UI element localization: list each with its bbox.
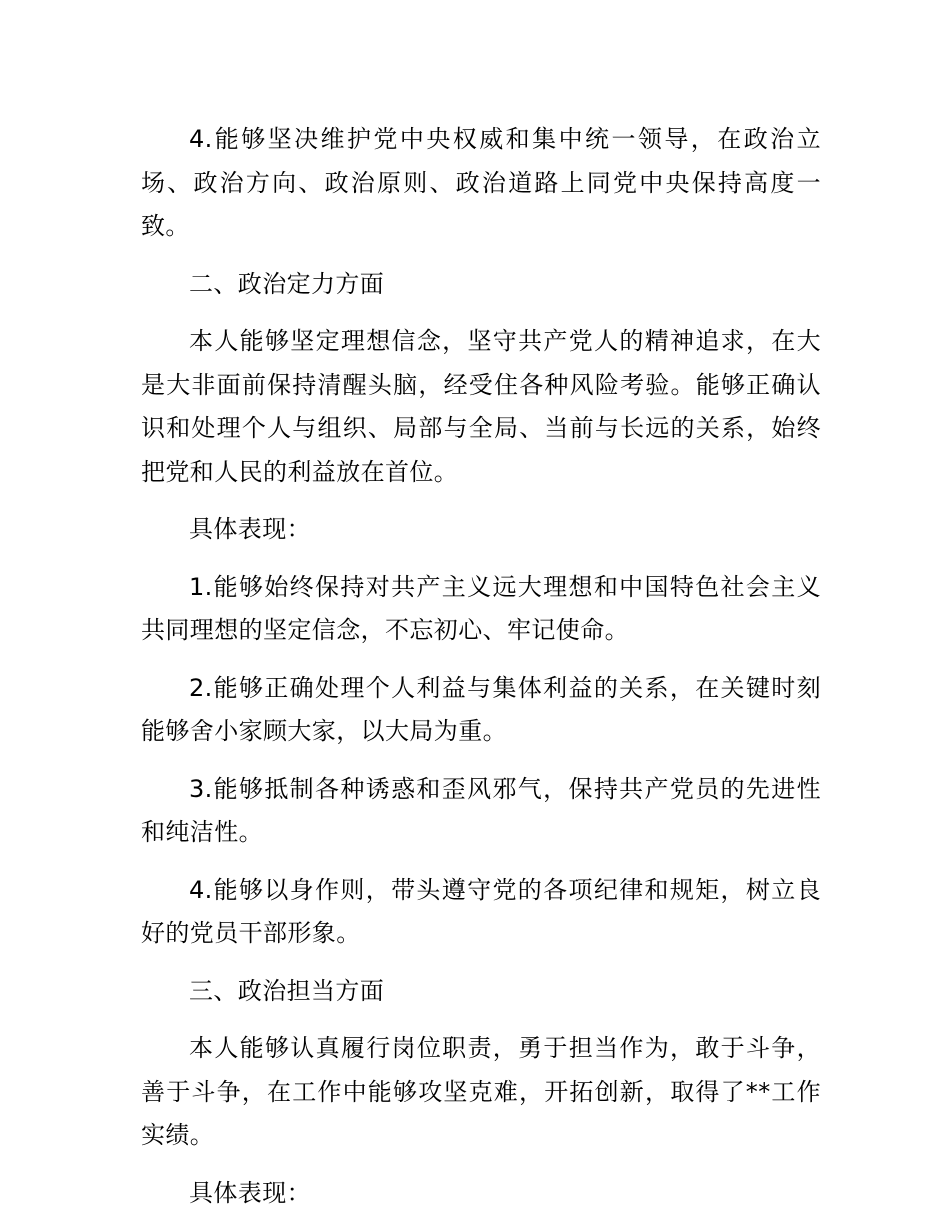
paragraph-determination-summary: 本人能够坚定理想信念，坚守共产党人的精神追求，在大是大非面前保持清醒头脑，经受住各种风险考验。能够正确认识和处理个人与组织、局部与全局、当前与长远的关系，始终把党和人民的利益放在首位。 [141,327,821,486]
section-heading-political-responsibility: 三、政治担当方面 [189,976,385,1005]
paragraph-responsibility-summary: 本人能够认真履行岗位职责，勇于担当作为，敢于斗争，善于斗争，在工作中能够攻坚克难，开拓创新，取得了**工作实绩。 [141,1034,821,1149]
subheading-specific-performance-2: 具体表现： [189,1178,311,1207]
subheading-specific-performance: 具体表现： [189,515,311,543]
paragraph-point-1-ideals: 1.能够始终保持对共产主义远大理想和中国特色社会主义共同理想的坚定信念，不忘初心、牢记使命。 [141,572,821,644]
paragraph-point-3-resist-temptation: 3.能够抵制各种诱惑和歪风邪气，保持共产党员的先进性和纯洁性。 [141,774,821,846]
paragraph-point-4-authority: 4.能够坚决维护党中央权威和集中统一领导，在政治立场、政治方向、政治原则、政治道路上同党中央保持高度一致。 [141,125,821,240]
document-body [141,118,821,1229]
paragraph-point-2-interests: 2.能够正确处理个人利益与集体利益的关系，在关键时刻能够舍小家顾大家，以大局为重。 [141,673,821,745]
paragraph-point-4-lead-by-example: 4.能够以身作则，带头遵守党的各项纪律和规矩，树立良好的党员干部形象。 [141,875,821,947]
section-heading-political-determination: 二、政治定力方面 [189,269,385,298]
